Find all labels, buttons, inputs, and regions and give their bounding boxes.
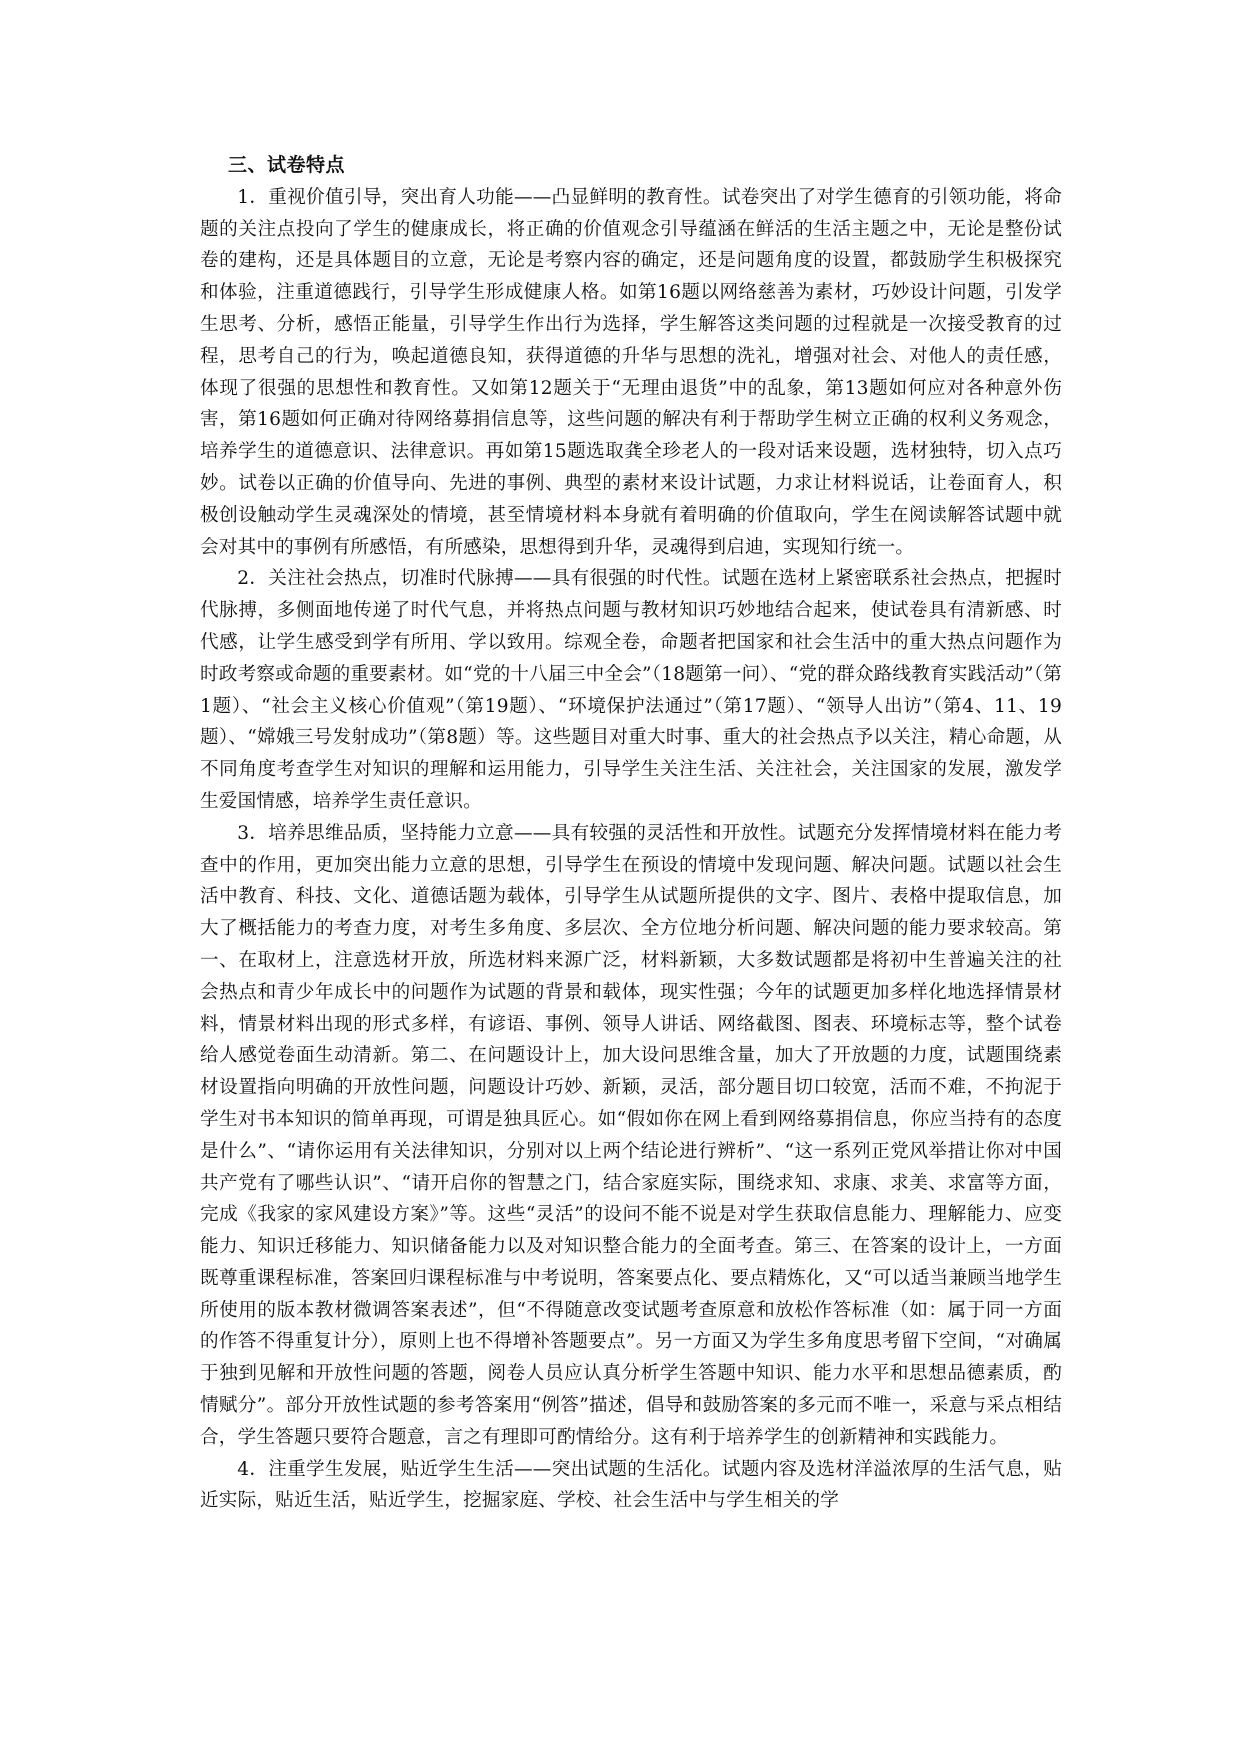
paragraph-1: 1．重视价值引导，突出育人功能——凸显鲜明的教育性。试卷突出了对学生德育的引领功能，将命题的关注点投向了学生的健康成长，将正确的价值观念引导蕴涵在鲜活的生活主题之中，无论是整份试卷的建构，还是具体题目的立意，无论是考察内容的确定，还是问题角度的设置，都鼓励学生积极探究和体验，注重道德践行，引导学生形成健康人格。如第16题以网络慈善为素材，巧妙设计问题，引发学生思考、分析，感悟正能量，引导学生作出行为选择，学生解答这类问题的过程就是一次接受教育的过程，思考自己的行为，唤起道德良知，获得道德的升华与思想的洗礼，增强对社会、对他人的责任感，体现了很强的思想性和教育性。又如第12题关于“无理由退货”中的乱象，第13题如何应对各种意外伤害，第16题如何正确对待网络募捐信息等，这些问题的解决有利于帮助学生树立正确的权利义务观念，培养学生的道德意识、法律意识。再如第15题选取龚全珍老人的一段对话来设题，选材独特，切入点巧妙。试卷以正确的价值导向、先进的事例、典型的素材来设计试题，力求让材料说话，让卷面育人，积极创设触动学生灵魂深处的情境，甚至情境材料本身就有着明确的价值取向，学生在阅读解答试题中就会对其中的事例有所感悟，有所感染，思想得到升华，灵魂得到启迪，实现知行统一。 (200, 186, 1062, 558)
paragraph-3: 3．培养思维品质，坚持能力立意——具有较强的灵活性和开放性。试题充分发挥情境材料在能力考查中的作用，更加突出能力立意的思想，引导学生在预设的情境中发现问题、解决问题。试题以社会生活中教育、科技、文化、道德话题为载体，引导学生从试题所提供的文字、图片、表格中提取信息，加大了概括能力的考查力度，对考生多角度、多层次、全方位地分析问题、解决问题的能力要求较高。第一、在取材上，注意选材开放，所选材料来源广泛，材料新颖，大多数试题都是将初中生普遍关注的社会热点和青少年成长中的问题作为试题的背景和载体，现实性强；今年的试题更加多样化地选择情景材料，情景材料出现的形式多样，有谚语、事例、领导人讲话、网络截图、图表、环境标志等，整个试卷给人感觉卷面生动清新。第二、在问题设计上，加大设问思维含量，加大了开放题的力度，试题围绕素材设置指向明确的开放性问题，问题设计巧妙、新颖，灵活，部分题目切口较宽，活而不难，不拘泥于学生对书本知识的简单再现，可谓是独具匠心。如“假如你在网上看到网络募捐信息，你应当持有的态度是什么”、“请你运用有关法律知识，分别对以上两个结论进行辨析”、“这一系列正党风举措让你对中国共产党有了哪些认识”、“请开启你的智慧之门，结合家庭实际，围绕求知、求康、求美、求富等方面，完成《我家的家风建设方案》”等。这些“灵活”的设问不能不说是对学生获取信息能力、理解能力、应变能力、知识迁移能力、知识储备能力以及对知识整合能力的全面考查。第三、在答案的设计上，一方面既尊重课程标准，答案回归课程标准与中考说明，答案要点化、要点精炼化，又“可以适当兼顾当地学生所使用的版本教材微调答案表述”，但“不得随意改变试题考查原意和放松作答标准（如：属于同一方面的作答不得重复计分），原则上也不得增补答题要点”。另一方面又为学生多角度思考留下空间，“对确属于独到见解和开放性问题的答题，阅卷人员应认真分析学生答题中知识、能力水平和思想品德素质，酌情赋分”。部分开放性试题的参考答案用“例答”描述，倡导和鼓励答案的多元而不唯一，采意与采点相结合，学生答题只要符合题意，言之有理即可酌情给分。这有利于培养学生的创新精神和实践能力。 (200, 822, 1062, 1448)
document-page (200, 150, 1062, 1517)
paragraph-4: 4．注重学生发展，贴近学生生活——突出试题的生活化。试题内容及选材洋溢浓厚的生活气息，贴近实际，贴近生活，贴近学生，挖掘家庭、学校、社会生活中与学生相关的学 (200, 1458, 1062, 1512)
paragraph-2: 2．关注社会热点，切准时代脉搏——具有很强的时代性。试题在选材上紧密联系社会热点，把握时代脉搏，多侧面地传递了时代气息，并将热点问题与教材知识巧妙地结合起来，使试卷具有清新感、时代感，让学生感受到学有所用、学以致用。综观全卷，命题者把国家和社会生活中的重大热点问题作为时政考察或命题的重要素材。如“党的十八届三中全会”（18题第一问）、“党的群众路线教育实践活动”（第1题）、“社会主义核心价值观”（第19题）、“环境保护法通过”（第17题）、“领导人出访”（第4、11、19题）、“嫦娥三号发射成功”（第8题）等。这些题目对重大时事、重大的社会热点予以关注，精心命题，从不同角度考查学生对知识的理解和运用能力，引导学生关注生活、关注社会，关注国家的发展，激发学生爱国情感，培养学生责任意识。 (200, 568, 1062, 812)
section-heading: 三、试卷特点 (228, 154, 346, 176)
